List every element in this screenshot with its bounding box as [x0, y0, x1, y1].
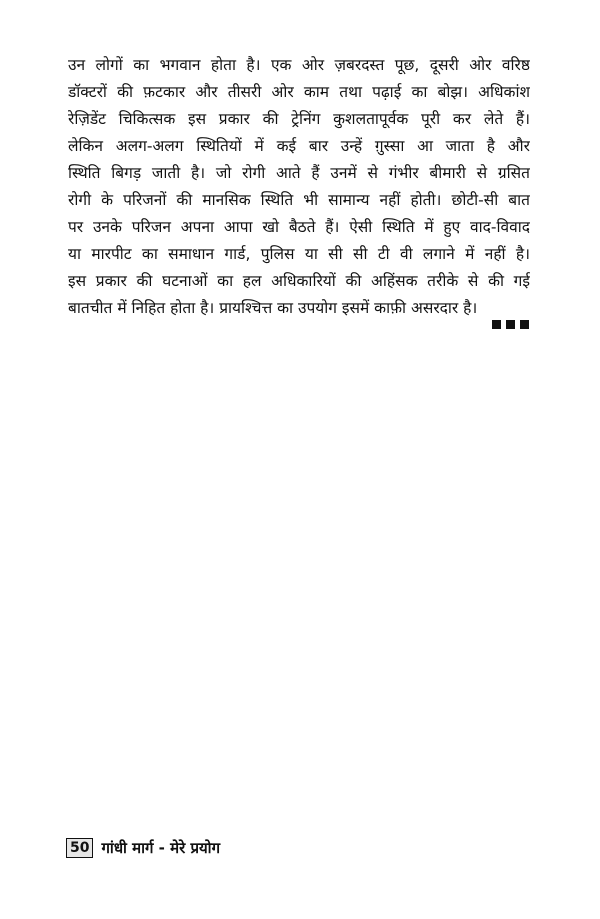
- text-line-10: बातचीत में निहित होता है। प्रायश्चित्त का उपयोग इसमें काफ़ी असरदार है।: [68, 299, 478, 317]
- text-line-1: उन लोगों का भगवान होता है। एक ओर ज़बरदस्त पूछ, दूसरी ओर वरिष्ठ: [68, 56, 530, 74]
- running-title: गांधी मार्ग - मेरे प्रयोग: [101, 839, 221, 857]
- end-mark-square: [492, 320, 501, 329]
- text-line-8: या मारपीट का समाधान गार्ड, पुलिस या सी सी टी वी लगाने में नहीं है।: [68, 245, 530, 263]
- page-footer: [66, 838, 220, 858]
- page-number: 50: [66, 838, 93, 858]
- body-paragraph: [68, 52, 530, 322]
- text-line-6: रोगी के परिजनों की मानसिक स्थिति भी सामान्य नहीं होती। छोटी-सी बात: [68, 191, 530, 209]
- text-line-2: डॉक्टरों की फ़टकार और तीसरी ओर काम तथा पढ़ाई का बोझ। अधिकांश: [68, 83, 530, 101]
- end-mark-square: [520, 320, 529, 329]
- end-mark-square: [506, 320, 515, 329]
- text-line-9: इस प्रकार की घटनाओं का हल अधिकारियों की अहिंसक तरीके से की गई: [68, 272, 530, 290]
- text-line-4: लेकिन अलग-अलग स्थितियों में कई बार उन्हें ग़ुस्सा आ जाता है और: [68, 137, 530, 155]
- text-line-7: पर उनके परिजन अपना आपा खो बैठते हैं। ऐसी स्थिति में हुए वाद-विवाद: [68, 218, 530, 236]
- text-line-3: रेज़िडेंट चिकित्सक इस प्रकार की ट्रेनिंग कुशलतापूर्वक पूरी कर लेते हैं।: [68, 110, 530, 128]
- section-end-mark: [492, 320, 529, 329]
- text-line-5: स्थिति बिगड़ जाती है। जो रोगी आते हैं उनमें से गंभीर बीमारी से ग्रसित: [68, 164, 530, 182]
